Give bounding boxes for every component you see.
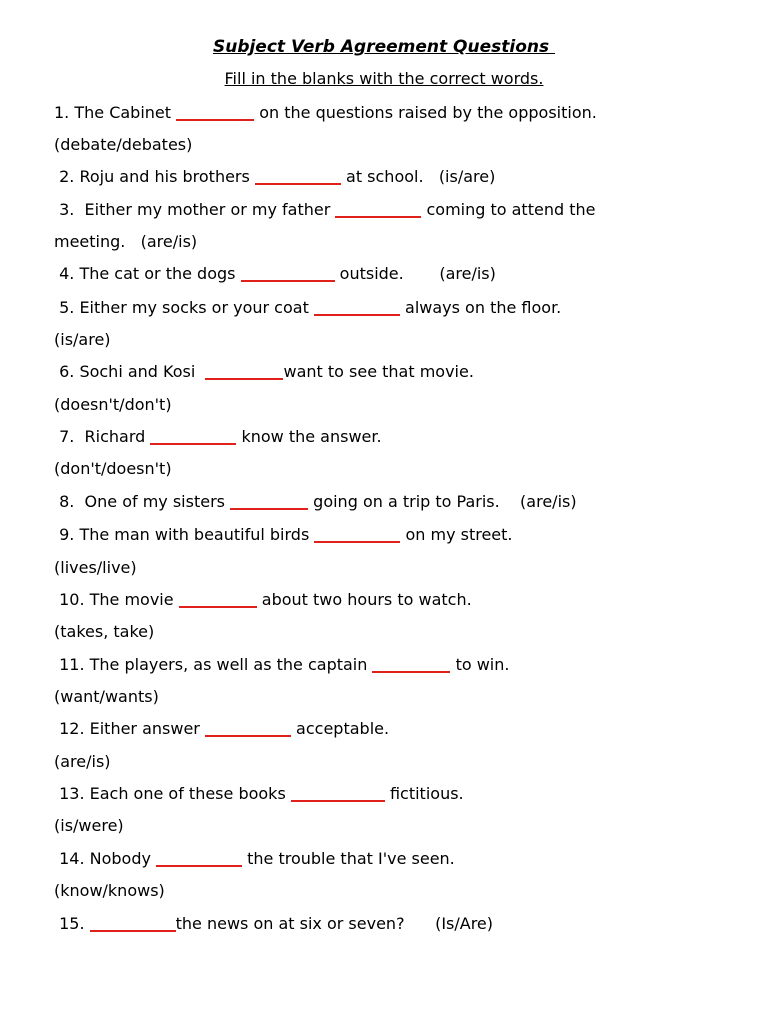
question-text: (is/are) [54,330,111,349]
question-text: 2. Roju and his brothers [54,167,255,186]
question-line [54,329,111,351]
answer-blank[interactable] [176,103,254,121]
question-line [54,848,455,870]
question-text: 11. The players, as well as the captain [54,655,373,674]
answer-blank[interactable] [179,590,257,608]
question-text-after: acceptable. [290,719,390,738]
question-text-after: always on the floor. [399,298,562,317]
answer-blank[interactable] [335,200,421,218]
question-line [54,751,111,773]
question-line [54,231,197,253]
question-text: (know/knows) [54,881,165,900]
question-line [54,718,389,740]
question-line [54,686,159,708]
question-line [54,815,124,837]
question-line [54,913,493,935]
question-text: 8. One of my sisters [54,492,231,511]
question-line [54,458,172,480]
question-text: (doesn't/don't) [54,395,172,414]
question-text-after: outside. (are/is) [334,264,496,283]
question-line [54,361,474,383]
question-text-after: the trouble that I've seen. [242,849,455,868]
question-line [54,199,595,221]
question-text-after: on the questions raised by the opposition. [254,103,597,122]
question-line [54,880,165,902]
question-line [54,783,464,805]
worksheet-instruction: Fill in the blanks with the correct words. [224,69,544,88]
question-line [54,166,495,188]
question-text: 4. The cat or the dogs [54,264,241,283]
question-text: 15. [54,914,90,933]
question-text-after: about two hours to watch. [256,590,472,609]
question-text: (want/wants) [54,687,159,706]
question-line [54,102,597,124]
answer-blank[interactable] [291,784,385,802]
question-text-after: on my street. [400,525,513,544]
question-text-after: fictitious. [384,784,464,803]
question-text: (are/is) [54,752,111,771]
question-text-after: going on a trip to Paris. (are/is) [308,492,577,511]
question-text: 12. Either answer [54,719,205,738]
question-text-after: know the answer. [236,427,382,446]
worksheet-title: Subject Verb Agreement Questions [212,37,556,57]
question-line [54,263,496,285]
question-line [54,654,509,676]
question-text: (takes, take) [54,622,155,641]
question-text: (debate/debates) [54,135,193,154]
answer-blank[interactable] [255,167,341,185]
answer-blank[interactable] [205,719,291,737]
answer-blank[interactable] [314,298,400,316]
question-text-after: the news on at six or seven? (Is/Are) [175,914,494,933]
question-text: 13. Each one of these books [54,784,291,803]
answer-blank[interactable] [90,914,176,932]
answer-blank[interactable] [150,427,236,445]
answer-blank[interactable] [314,525,400,543]
question-line [54,524,513,546]
question-text: 7. Richard [54,427,151,446]
question-line [54,621,154,643]
answer-blank[interactable] [241,264,335,282]
question-text: (don't/doesn't) [54,459,172,478]
question-line [54,491,577,513]
answer-blank[interactable] [372,655,450,673]
question-text: meeting. (are/is) [54,232,198,251]
question-text: 6. Sochi and Kosi [54,362,206,381]
question-text: 10. The movie [54,590,179,609]
question-line [54,297,561,319]
question-text: 3. Either my mother or my father [54,200,336,219]
question-line [54,557,137,579]
question-text-after: want to see that movie. [283,362,474,381]
question-text: 5. Either my socks or your coat [54,298,314,317]
question-text: (lives/live) [54,558,137,577]
answer-blank[interactable] [230,492,308,510]
question-text: 14. Nobody [54,849,157,868]
question-text: (is/were) [54,816,124,835]
question-text-after: at school. (is/are) [340,167,496,186]
question-line [54,589,472,611]
question-line [54,134,192,156]
question-line [54,394,172,416]
question-text-after: to win. [450,655,510,674]
question-text: 9. The man with beautiful birds [54,525,315,544]
question-text-after: coming to attend the [421,200,596,219]
question-text: 1. The Cabinet [54,103,177,122]
answer-blank[interactable] [156,849,242,867]
answer-blank[interactable] [205,362,283,380]
question-line [54,426,382,448]
